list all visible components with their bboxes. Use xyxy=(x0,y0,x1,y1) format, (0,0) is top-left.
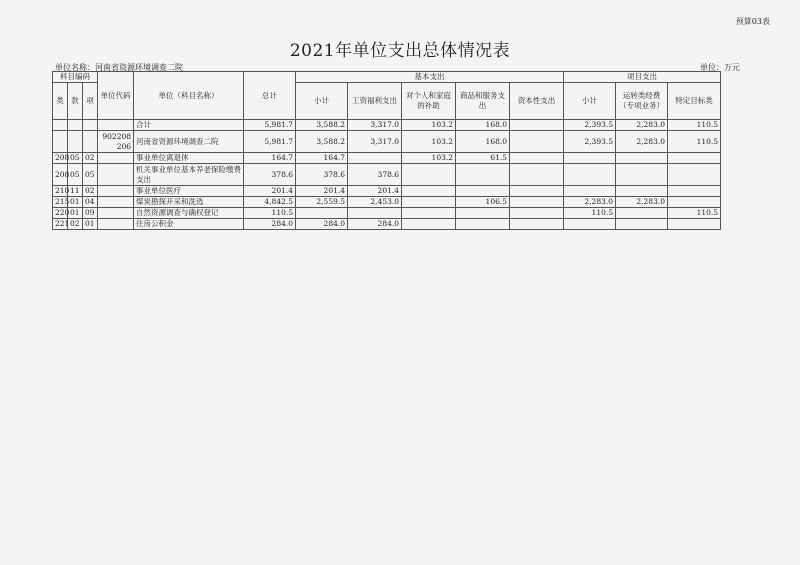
cell-wages: 201.4 xyxy=(348,186,402,197)
cell-capital xyxy=(510,186,564,197)
cell-bsub: 3,588.2 xyxy=(296,120,348,131)
header-goods: 商品和服务支出 xyxy=(456,83,510,120)
cell-personal xyxy=(402,208,456,219)
header-kuan: 款 xyxy=(68,83,83,120)
header-unit-subject: 单位（科目名称） xyxy=(134,72,244,120)
header-basic-subtotal: 小计 xyxy=(296,83,348,120)
form-number: 预算03表 xyxy=(735,17,770,26)
cell-xiang: 02 xyxy=(83,186,98,197)
table-row xyxy=(53,120,721,131)
cell-code xyxy=(98,153,134,164)
cell-total: 284.0 xyxy=(244,219,296,230)
cell-bsub: 164.7 xyxy=(296,153,348,164)
cell-personal: 103.2 xyxy=(402,120,456,131)
header-project-subtotal: 小计 xyxy=(564,83,616,120)
cell-specific: 110.5 xyxy=(668,120,721,131)
table-row xyxy=(53,197,721,208)
cell-capital xyxy=(510,153,564,164)
cell-personal xyxy=(402,219,456,230)
table-row xyxy=(53,153,721,164)
cell-kuan: 05 xyxy=(68,153,83,164)
cell-code xyxy=(98,197,134,208)
cell-transfer xyxy=(616,153,668,164)
cell-xiang: 01 xyxy=(83,219,98,230)
header-capital: 资本性支出 xyxy=(510,83,564,120)
table-row xyxy=(53,131,721,153)
cell-psub xyxy=(564,219,616,230)
cell-name: 事业单位离退休 xyxy=(134,153,244,164)
cell-transfer: 2,283.0 xyxy=(616,120,668,131)
cell-capital xyxy=(510,131,564,153)
cell-xiang: 04 xyxy=(83,197,98,208)
cell-wages xyxy=(348,208,402,219)
cell-goods: 168.0 xyxy=(456,131,510,153)
cell-kuan xyxy=(68,131,83,153)
cell-specific xyxy=(668,164,721,186)
cell-kuan: 02 xyxy=(68,219,83,230)
cell-total: 378.6 xyxy=(244,164,296,186)
cell-code xyxy=(98,164,134,186)
cell-psub: 2,283.0 xyxy=(564,197,616,208)
table-row xyxy=(53,219,721,230)
header-wages: 工资福利支出 xyxy=(348,83,402,120)
cell-goods xyxy=(456,208,510,219)
cell-transfer: 2,283.0 xyxy=(616,131,668,153)
header-unit-code: 单位代码 xyxy=(98,72,134,120)
cell-specific xyxy=(668,197,721,208)
cell-kuan: 05 xyxy=(68,164,83,186)
cell-psub: 2,393.5 xyxy=(564,120,616,131)
cell-lei xyxy=(53,131,68,153)
cell-capital xyxy=(510,164,564,186)
cell-specific xyxy=(668,153,721,164)
cell-name: 事业单位医疗 xyxy=(134,186,244,197)
cell-xiang xyxy=(83,131,98,153)
cell-total: 201.4 xyxy=(244,186,296,197)
cell-specific: 110.5 xyxy=(668,131,721,153)
header-subject-code: 科目编码 xyxy=(53,72,98,83)
cell-lei: 220 xyxy=(53,208,68,219)
cell-psub: 110.5 xyxy=(564,208,616,219)
cell-lei: 208 xyxy=(53,164,68,186)
expenditure-table xyxy=(52,71,721,230)
cell-wages: 2,453.0 xyxy=(348,197,402,208)
cell-specific xyxy=(668,186,721,197)
cell-code xyxy=(98,186,134,197)
cell-wages: 3,317.0 xyxy=(348,120,402,131)
cell-wages: 378.6 xyxy=(348,164,402,186)
header-total: 总计 xyxy=(244,72,296,120)
cell-psub xyxy=(564,186,616,197)
cell-capital xyxy=(510,120,564,131)
cell-goods xyxy=(456,219,510,230)
cell-code xyxy=(98,120,134,131)
cell-lei: 208 xyxy=(53,153,68,164)
cell-personal: 103.2 xyxy=(402,131,456,153)
cell-kuan: 11 xyxy=(68,186,83,197)
unit-name: 单位名称：河南省资源环境调查二院 xyxy=(55,63,183,72)
table-row xyxy=(53,208,721,219)
table-row xyxy=(53,186,721,197)
cell-kuan xyxy=(68,120,83,131)
cell-bsub: 201.4 xyxy=(296,186,348,197)
cell-transfer xyxy=(616,219,668,230)
cell-personal xyxy=(402,164,456,186)
cell-personal xyxy=(402,197,456,208)
cell-psub: 2,393.5 xyxy=(564,131,616,153)
cell-xiang: 05 xyxy=(83,164,98,186)
header-basic: 基本支出 xyxy=(296,72,564,83)
cell-name: 煤炭勘探开采和洗选 xyxy=(134,197,244,208)
cell-xiang: 09 xyxy=(83,208,98,219)
cell-bsub xyxy=(296,208,348,219)
cell-wages xyxy=(348,153,402,164)
cell-xiang: 02 xyxy=(83,153,98,164)
cell-transfer xyxy=(616,208,668,219)
cell-psub xyxy=(564,164,616,186)
cell-kuan: 01 xyxy=(68,208,83,219)
cell-goods xyxy=(456,186,510,197)
cell-xiang xyxy=(83,120,98,131)
cell-total: 5,981.7 xyxy=(244,120,296,131)
cell-name: 河南省资源环境调查二院 xyxy=(134,131,244,153)
header-project: 项目支出 xyxy=(564,72,721,83)
cell-goods: 168.0 xyxy=(456,120,510,131)
cell-total: 110.5 xyxy=(244,208,296,219)
cell-lei: 210 xyxy=(53,186,68,197)
cell-lei: 215 xyxy=(53,197,68,208)
cell-bsub: 2,559.5 xyxy=(296,197,348,208)
cell-specific: 110.5 xyxy=(668,208,721,219)
cell-code xyxy=(98,208,134,219)
cell-goods: 106.5 xyxy=(456,197,510,208)
cell-code: 902208 206 xyxy=(98,131,134,153)
cell-wages: 284.0 xyxy=(348,219,402,230)
header-specific: 特定目标类 xyxy=(668,83,721,120)
cell-personal: 103.2 xyxy=(402,153,456,164)
table-row xyxy=(53,164,721,186)
cell-name: 住房公积金 xyxy=(134,219,244,230)
currency-unit: 单位：万元 xyxy=(700,63,740,72)
cell-capital xyxy=(510,197,564,208)
cell-total: 4,842.5 xyxy=(244,197,296,208)
cell-bsub: 284.0 xyxy=(296,219,348,230)
cell-capital xyxy=(510,219,564,230)
header-xiang: 项 xyxy=(83,83,98,120)
cell-personal xyxy=(402,186,456,197)
cell-wages: 3,317.0 xyxy=(348,131,402,153)
cell-transfer xyxy=(616,186,668,197)
cell-specific xyxy=(668,219,721,230)
header-lei: 类 xyxy=(53,83,68,120)
cell-name: 合计 xyxy=(134,120,244,131)
cell-transfer xyxy=(616,164,668,186)
page-title: 2021年单位支出总体情况表 xyxy=(289,41,511,61)
cell-kuan: 01 xyxy=(68,197,83,208)
header-personal: 对个人和家庭的补助 xyxy=(402,83,456,120)
cell-goods xyxy=(456,164,510,186)
cell-bsub: 3,588.2 xyxy=(296,131,348,153)
cell-lei xyxy=(53,120,68,131)
cell-total: 5,981.7 xyxy=(244,131,296,153)
cell-capital xyxy=(510,208,564,219)
cell-lei: 221 xyxy=(53,219,68,230)
header-transfer: 运转类经费（专项业务） xyxy=(616,83,668,120)
cell-goods: 61.5 xyxy=(456,153,510,164)
cell-bsub: 378.6 xyxy=(296,164,348,186)
cell-code xyxy=(98,219,134,230)
cell-psub xyxy=(564,153,616,164)
cell-name: 自然资源调查与确权登记 xyxy=(134,208,244,219)
cell-name: 机关事业单位基本养老保险缴费支出 xyxy=(134,164,244,186)
cell-total: 164.7 xyxy=(244,153,296,164)
cell-transfer: 2,283.0 xyxy=(616,197,668,208)
